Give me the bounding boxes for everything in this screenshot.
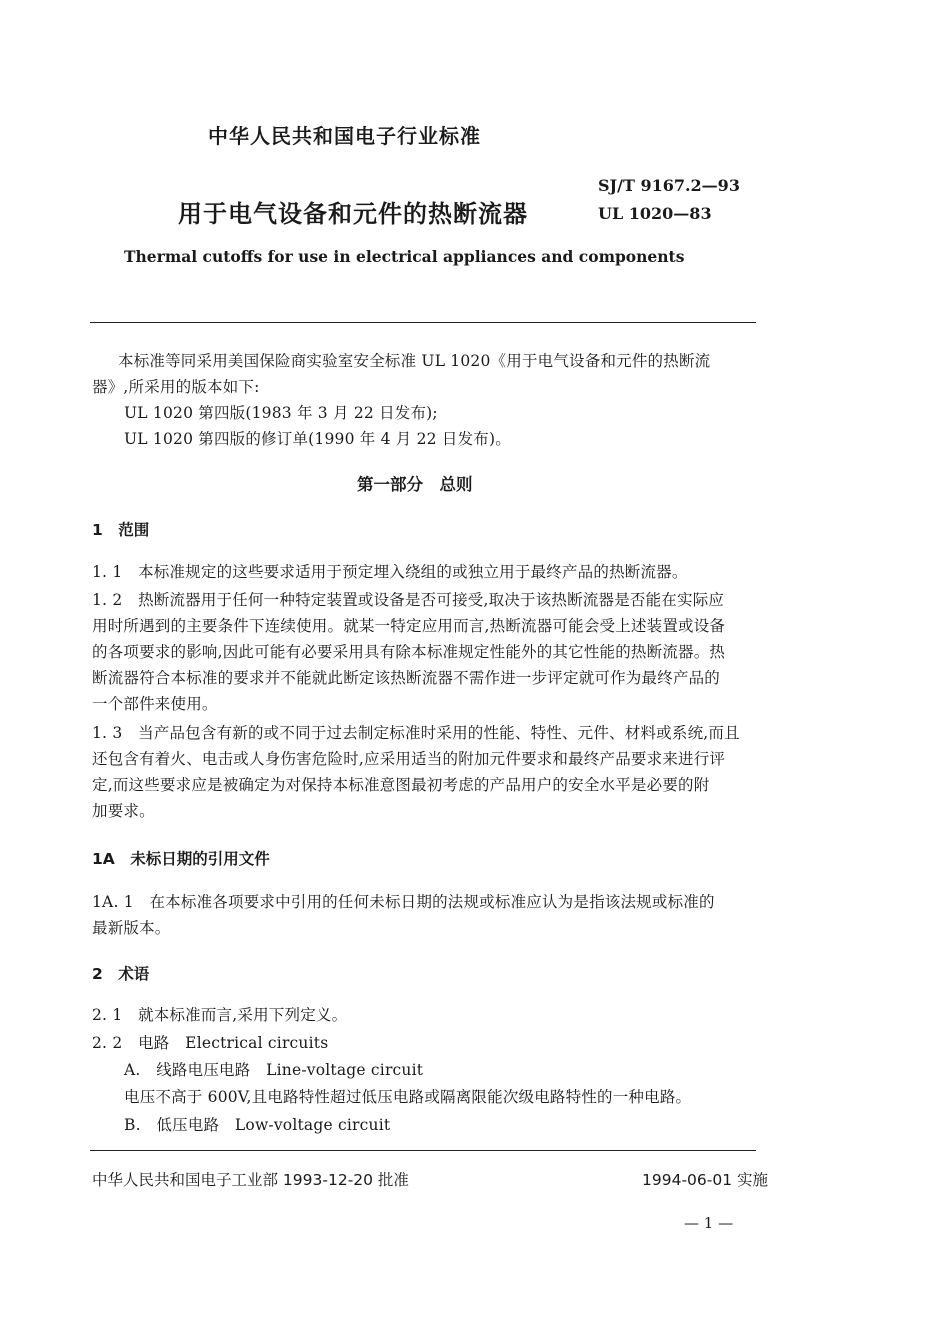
clause-2-1: 2. 1 就本标准而言,采用下列定义。 — [92, 1006, 348, 1024]
section-2-heading: 2 术语 — [92, 965, 150, 983]
clause-1-3-line: 加要求。 — [92, 802, 155, 820]
effective-date: 1994-06-01 实施 — [642, 1171, 769, 1189]
intro-line-3: UL 1020 第四版(1983 年 3 月 22 日发布); — [124, 404, 438, 422]
standard-body-title: 中华人民共和国电子行业标准 — [208, 124, 481, 148]
clause-2-2-b: B. 低压电路 Low-voltage circuit — [124, 1116, 391, 1134]
clause-1a-1-line: 1A. 1 在本标准各项要求中引用的任何未标日期的法规或标准应认为是指该法规或标准的 — [92, 893, 715, 911]
clause-1-2-line: 1. 2 热断流器用于任何一种特定装置或设备是否可接受,取决于该热断流器是否能在实际应 — [92, 591, 725, 609]
section-1-heading: 1 范围 — [92, 521, 150, 539]
intro-line-1: 本标准等同采用美国保险商实验室安全标准 UL 1020《用于电气设备和元件的热断流 — [118, 352, 711, 370]
intro-line-4: UL 1020 第四版的修订单(1990 年 4 月 22 日发布)。 — [124, 430, 511, 448]
english-subtitle: Thermal cutoffs for use in electrical appliances and components — [124, 247, 685, 266]
clause-1-3-line: 1. 3 当产品包含有新的或不同于过去制定标准时采用的性能、特性、元件、材料或系统,而且 — [92, 724, 740, 742]
clause-1-2-line: 的各项要求的影响,因此可能有必要采用具有除本标准规定性能外的其它性能的热断流器。热 — [92, 643, 726, 661]
header-divider — [90, 322, 756, 323]
clause-1a-1-line: 最新版本。 — [92, 919, 171, 937]
clause-1-3-line: 定,而这些要求应是被确定为对保持本标准意图最初考虑的产品用户的安全水平是必要的附 — [92, 776, 710, 794]
standard-code-sj: SJ/T 9167.2—93 — [598, 176, 740, 195]
section-1a-heading: 1A 未标日期的引用文件 — [92, 850, 270, 868]
clause-1-2-line: 一个部件来使用。 — [92, 695, 218, 713]
intro-line-2: 器》,所采用的版本如下: — [92, 378, 260, 396]
clause-2-2-a-description: 电压不高于 600V,且电路特性超过低压电路或隔离限能次级电路特性的一种电路。 — [124, 1088, 692, 1106]
clause-2-2: 2. 2 电路 Electrical circuits — [92, 1034, 329, 1052]
document-title: 用于电气设备和元件的热断流器 — [178, 200, 528, 228]
standard-code-ul: UL 1020—83 — [598, 204, 712, 223]
clause-1-2-line: 用时所遇到的主要条件下连续使用。就某一特定应用而言,热断流器可能会受上述装置或设备 — [92, 617, 726, 635]
clause-1-3-line: 还包含有着火、电击或人身伤害危险时,应采用适当的附加元件要求和最终产品要求来进行评 — [92, 750, 726, 768]
part-title: 第一部分 总则 — [357, 475, 473, 494]
approval-statement: 中华人民共和国电子工业部 1993-12-20 批准 — [92, 1171, 409, 1189]
clause-1-1: 1. 1 本标准规定的这些要求适用于预定埋入绕组的或独立用于最终产品的热断流器。 — [92, 563, 688, 581]
clause-1-2-line: 断流器符合本标准的要求并不能就此断定该热断流器不需作进一步评定就可作为最终产品的 — [92, 669, 721, 687]
clause-2-2-a: A. 线路电压电路 Line-voltage circuit — [124, 1061, 424, 1079]
footer-divider — [90, 1150, 756, 1151]
page-number: — 1 — — [684, 1214, 734, 1232]
